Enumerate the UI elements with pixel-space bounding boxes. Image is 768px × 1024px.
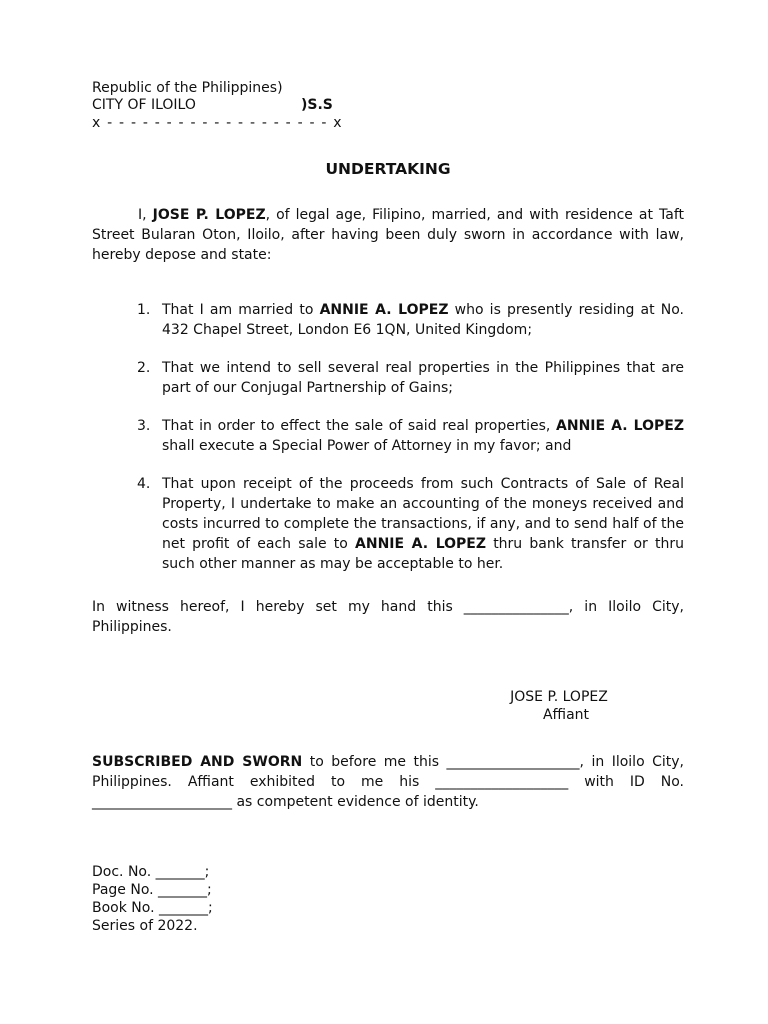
item-number: 1. <box>137 302 151 318</box>
signature-name: JOSE P. LOPEZ <box>510 689 608 705</box>
intro-rest: , of legal age, Filipino, married, and with residence at Taft Street Bularan Oton, Iloilo, after having been duly sworn in accordance with law, hereby depose and state: <box>92 207 684 263</box>
item-text-cont: who is presently residing at No. 432 Chapel Street, London E6 1QN, United Kingdom; <box>162 302 684 338</box>
jurat-bold: SUBSCRIBED AND SWORN <box>92 754 303 770</box>
item-text: That upon receipt of the proceeds from such Contracts of Sale of Real Property, I undertake to make an accounting of the moneys received and costs incurred to complete the transactions, if any, and to send half of the net profit of each sale to <box>162 476 684 552</box>
statement-list <box>92 300 684 592</box>
list-item <box>92 474 684 574</box>
list-item <box>92 416 684 456</box>
header-city-name: CITY OF ILOILO <box>92 97 196 113</box>
header-city <box>92 97 333 113</box>
item-text-cont: shall execute a Special Power of Attorney in my favor; and <box>162 438 572 454</box>
witness-paragraph: In witness hereof, I hereby set my hand this _______________, in Iloilo City, Philippines. <box>92 599 684 635</box>
notarial-register <box>92 863 213 935</box>
intro-affiant-name: JOSE P. LOPEZ <box>152 207 266 223</box>
header-separator: x - - - - - - - - - - - - - - - - - - - x <box>92 115 343 131</box>
item-text: That in order to effect the sale of said real properties, <box>162 418 557 434</box>
item-number: 2. <box>137 360 151 376</box>
list-item <box>92 358 684 398</box>
doc-number: Doc. No. _______; <box>92 864 210 880</box>
book-number: Book No. _______; <box>92 900 213 916</box>
list-item <box>92 300 684 340</box>
item-bold-name: ANNIE A. LOPEZ <box>355 536 486 552</box>
header-republic: Republic of the Philippines) <box>92 80 283 96</box>
document-title: UNDERTAKING <box>325 160 451 178</box>
item-text: That I am married to <box>162 302 320 318</box>
header-ss: )S.S <box>301 97 333 113</box>
page-number: Page No. _______; <box>92 882 212 898</box>
jurat-text: to before me this ___________________, in Iloilo City, Philippines. Affiant exhibited to me his ___________________ with ID No. ____________________ as competent evidence of identity. <box>92 754 684 810</box>
item-bold-name: ANNIE A. LOPEZ <box>319 302 449 318</box>
signature-role: Affiant <box>542 707 590 723</box>
intro-prefix: I, <box>138 207 153 223</box>
item-text-cont: thru bank transfer or thru such other manner as may be acceptable to her. <box>162 536 684 572</box>
jurat-paragraph <box>92 752 684 812</box>
item-number: 3. <box>137 418 151 434</box>
intro-paragraph <box>92 205 684 265</box>
item-text: That we intend to sell several real properties in the Philippines that are part of our Conjugal Partnership of Gains; <box>162 360 684 396</box>
item-number: 4. <box>137 476 151 492</box>
series-year: Series of 2022. <box>92 918 198 934</box>
item-bold-name: ANNIE A. LOPEZ <box>556 418 684 434</box>
